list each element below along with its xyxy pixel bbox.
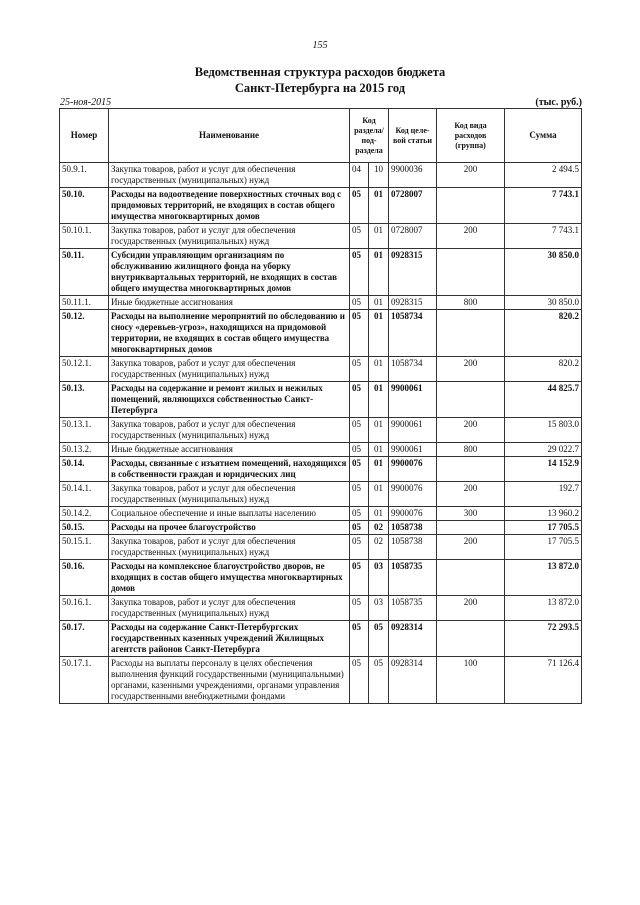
row-target-article: 1058735: [389, 560, 437, 596]
table-row: [60, 163, 582, 188]
table-row: [60, 560, 582, 596]
row-section: 05: [350, 249, 369, 296]
header-section: Код раздела/ под-раздела: [350, 109, 389, 163]
row-subsection: 05: [369, 621, 389, 657]
row-number: 50.13.1.: [60, 418, 109, 443]
row-expense-type: [437, 621, 505, 657]
row-section: 05: [350, 310, 369, 357]
table-row: [60, 382, 582, 418]
row-name: Субсидии управляющим организациям по обслуживанию жилищного фонда на уборку внутриквартальных территорий, не входящих в состав общего имущества многоквартирных домов: [109, 249, 350, 296]
row-expense-type: [437, 310, 505, 357]
row-number: 50.9.1.: [60, 163, 109, 188]
row-number: 50.10.: [60, 188, 109, 224]
table-row: [60, 224, 582, 249]
row-subsection: 01: [369, 249, 389, 296]
title-line-1: Ведомственная структура расходов бюджета: [194, 65, 446, 79]
row-number: 50.15.1.: [60, 535, 109, 560]
row-section: 05: [350, 621, 369, 657]
row-subsection: 01: [369, 443, 389, 457]
row-section: 05: [350, 657, 369, 704]
table-row: [60, 188, 582, 224]
row-subsection: 03: [369, 596, 389, 621]
row-sum: 72 293.5: [505, 621, 582, 657]
row-sum: 14 152.9: [505, 457, 582, 482]
row-expense-type: 200: [437, 482, 505, 507]
row-subsection: 05: [369, 657, 389, 704]
table-row: [60, 621, 582, 657]
document-title: [0, 64, 640, 96]
row-target-article: 1058734: [389, 357, 437, 382]
row-number: 50.13.2.: [60, 443, 109, 457]
row-sum: 44 825.7: [505, 382, 582, 418]
table-row: [60, 418, 582, 443]
row-number: 50.14.2.: [60, 507, 109, 521]
table-body: [60, 163, 582, 704]
table-row: [60, 457, 582, 482]
table-row: [60, 657, 582, 704]
row-number: 50.12.: [60, 310, 109, 357]
row-section: 05: [350, 560, 369, 596]
header-name: Наименование: [109, 109, 350, 163]
row-name: Закупка товаров, работ и услуг для обеспечения государственных (муниципальных) нужд: [109, 357, 350, 382]
row-expense-type: 800: [437, 296, 505, 310]
row-name: Расходы на водоотведение поверхностных сточных вод с придомовых территорий, не входящих в состав общего имущества многоквартирных домов: [109, 188, 350, 224]
table-row: [60, 443, 582, 457]
table-row: [60, 296, 582, 310]
row-section: 05: [350, 224, 369, 249]
row-subsection: 01: [369, 507, 389, 521]
row-subsection: 10: [369, 163, 389, 188]
row-expense-type: 800: [437, 443, 505, 457]
row-section: 05: [350, 443, 369, 457]
row-name: Расходы на комплексное благоустройство дворов, не входящих в состав общего имущества многоквартирных домов: [109, 560, 350, 596]
row-name: Расходы на прочее благоустройство: [109, 521, 350, 535]
row-number: 50.16.1.: [60, 596, 109, 621]
row-section: 05: [350, 188, 369, 224]
row-sum: 820.2: [505, 310, 582, 357]
report-date: 25-ноя-2015: [60, 97, 112, 108]
row-number: 50.17.1.: [60, 657, 109, 704]
row-name: Закупка товаров, работ и услуг для обеспечения государственных (муниципальных) нужд: [109, 418, 350, 443]
row-subsection: 01: [369, 310, 389, 357]
row-sum: 7 743.1: [505, 188, 582, 224]
row-sum: 2 494.5: [505, 163, 582, 188]
row-name: Закупка товаров, работ и услуг для обеспечения государственных (муниципальных) нужд: [109, 224, 350, 249]
row-number: 50.14.: [60, 457, 109, 482]
row-subsection: 01: [369, 224, 389, 249]
row-subsection: 01: [369, 482, 389, 507]
row-target-article: 0928314: [389, 657, 437, 704]
row-target-article: 9900061: [389, 418, 437, 443]
row-target-article: 1058734: [389, 310, 437, 357]
table-row: [60, 521, 582, 535]
row-expense-type: 200: [437, 163, 505, 188]
row-name: Расходы на выплаты персоналу в целях обеспечения выполнения функций государственными (муниципальными) органами, казенными учреждениями, органами управления государственными внебюджетными фондами: [109, 657, 350, 704]
row-subsection: 01: [369, 188, 389, 224]
row-subsection: 01: [369, 457, 389, 482]
row-number: 50.11.1.: [60, 296, 109, 310]
row-subsection: 01: [369, 382, 389, 418]
row-expense-type: [437, 457, 505, 482]
row-sum: 7 743.1: [505, 224, 582, 249]
row-sum: 17 705.5: [505, 535, 582, 560]
row-target-article: 0928314: [389, 621, 437, 657]
row-target-article: 0728007: [389, 224, 437, 249]
row-number: 50.16.: [60, 560, 109, 596]
row-subsection: 01: [369, 357, 389, 382]
row-target-article: 9900076: [389, 507, 437, 521]
header-csr: Код целе-вой статьи: [389, 109, 437, 163]
row-number: 50.17.: [60, 621, 109, 657]
row-target-article: 1058735: [389, 596, 437, 621]
table-row: [60, 357, 582, 382]
row-target-article: 0928315: [389, 249, 437, 296]
row-section: 05: [350, 296, 369, 310]
header-sum: Сумма: [505, 109, 582, 163]
row-sum: 71 126.4: [505, 657, 582, 704]
row-number: 50.14.1.: [60, 482, 109, 507]
row-sum: 13 872.0: [505, 560, 582, 596]
row-expense-type: 200: [437, 418, 505, 443]
row-subsection: 02: [369, 535, 389, 560]
row-target-article: 1058738: [389, 535, 437, 560]
row-name: Иные бюджетные ассигнования: [109, 296, 350, 310]
row-section: 05: [350, 535, 369, 560]
row-sum: 17 705.5: [505, 521, 582, 535]
row-subsection: 03: [369, 560, 389, 596]
page-number: 155: [312, 40, 328, 51]
row-target-article: 0928315: [389, 296, 437, 310]
row-number: 50.15.: [60, 521, 109, 535]
row-number: 50.11.: [60, 249, 109, 296]
row-number: 50.10.1.: [60, 224, 109, 249]
row-subsection: 02: [369, 521, 389, 535]
header-number: Номер: [60, 109, 109, 163]
row-name: Социальное обеспечение и иные выплаты населению: [109, 507, 350, 521]
row-sum: 30 850.0: [505, 249, 582, 296]
row-target-article: 9900061: [389, 382, 437, 418]
units-label: (тыс. руб.): [535, 97, 582, 108]
title-line-2: Санкт-Петербурга на 2015 год: [234, 81, 406, 95]
row-name: Закупка товаров, работ и услуг для обеспечения государственных (муниципальных) нужд: [109, 482, 350, 507]
row-name: Расходы, связанные с изъятием помещений, находящихся в собственности граждан и юридических лиц: [109, 457, 350, 482]
row-number: 50.13.: [60, 382, 109, 418]
row-expense-type: 200: [437, 224, 505, 249]
row-sum: 29 022.7: [505, 443, 582, 457]
row-expense-type: 200: [437, 535, 505, 560]
row-section: 05: [350, 507, 369, 521]
row-section: 05: [350, 482, 369, 507]
row-sum: 13 960.2: [505, 507, 582, 521]
table-row: [60, 249, 582, 296]
row-name: Расходы на содержание и ремонт жилых и нежилых помещений, являющихся собственностью Санкт-Петербурга: [109, 382, 350, 418]
row-target-article: 9900076: [389, 457, 437, 482]
row-name: Закупка товаров, работ и услуг для обеспечения государственных (муниципальных) нужд: [109, 535, 350, 560]
row-subsection: 01: [369, 296, 389, 310]
row-target-article: 9900076: [389, 482, 437, 507]
header-kvr: Код вида расходов (группа): [437, 109, 505, 163]
table-row: [60, 535, 582, 560]
row-expense-type: 200: [437, 357, 505, 382]
row-section: 05: [350, 596, 369, 621]
row-expense-type: [437, 560, 505, 596]
budget-table: [59, 108, 582, 704]
row-expense-type: [437, 382, 505, 418]
row-name: Закупка товаров, работ и услуг для обеспечения государственных (муниципальных) нужд: [109, 163, 350, 188]
row-name: Закупка товаров, работ и услуг для обеспечения государственных (муниципальных) нужд: [109, 596, 350, 621]
table-row: [60, 507, 582, 521]
row-section: 04: [350, 163, 369, 188]
row-target-article: 9900036: [389, 163, 437, 188]
row-section: 05: [350, 418, 369, 443]
row-expense-type: 200: [437, 596, 505, 621]
row-section: 05: [350, 357, 369, 382]
row-name: Иные бюджетные ассигнования: [109, 443, 350, 457]
row-sum: 30 850.0: [505, 296, 582, 310]
row-section: 05: [350, 521, 369, 535]
row-sum: 13 872.0: [505, 596, 582, 621]
row-sum: 192.7: [505, 482, 582, 507]
table-row: [60, 482, 582, 507]
row-name: Расходы на содержание Санкт-Петербургских государственных казенных учреждений Жилищных агентств районов Санкт-Петербурга: [109, 621, 350, 657]
row-name: Расходы на выполнение мероприятий по обследованию и сносу «деревьев-угроз», находящихся на придомовой территории, не входящих в состав общего имущества многоквартирных домов: [109, 310, 350, 357]
row-section: 05: [350, 382, 369, 418]
row-expense-type: [437, 249, 505, 296]
row-section: 05: [350, 457, 369, 482]
row-target-article: 1058738: [389, 521, 437, 535]
row-sum: 820.2: [505, 357, 582, 382]
row-expense-type: 100: [437, 657, 505, 704]
table-row: [60, 310, 582, 357]
table-row: [60, 596, 582, 621]
row-target-article: 9900061: [389, 443, 437, 457]
row-sum: 15 803.0: [505, 418, 582, 443]
row-expense-type: 300: [437, 507, 505, 521]
row-target-article: 0728007: [389, 188, 437, 224]
row-expense-type: [437, 188, 505, 224]
row-number: 50.12.1.: [60, 357, 109, 382]
row-expense-type: [437, 521, 505, 535]
row-subsection: 01: [369, 418, 389, 443]
